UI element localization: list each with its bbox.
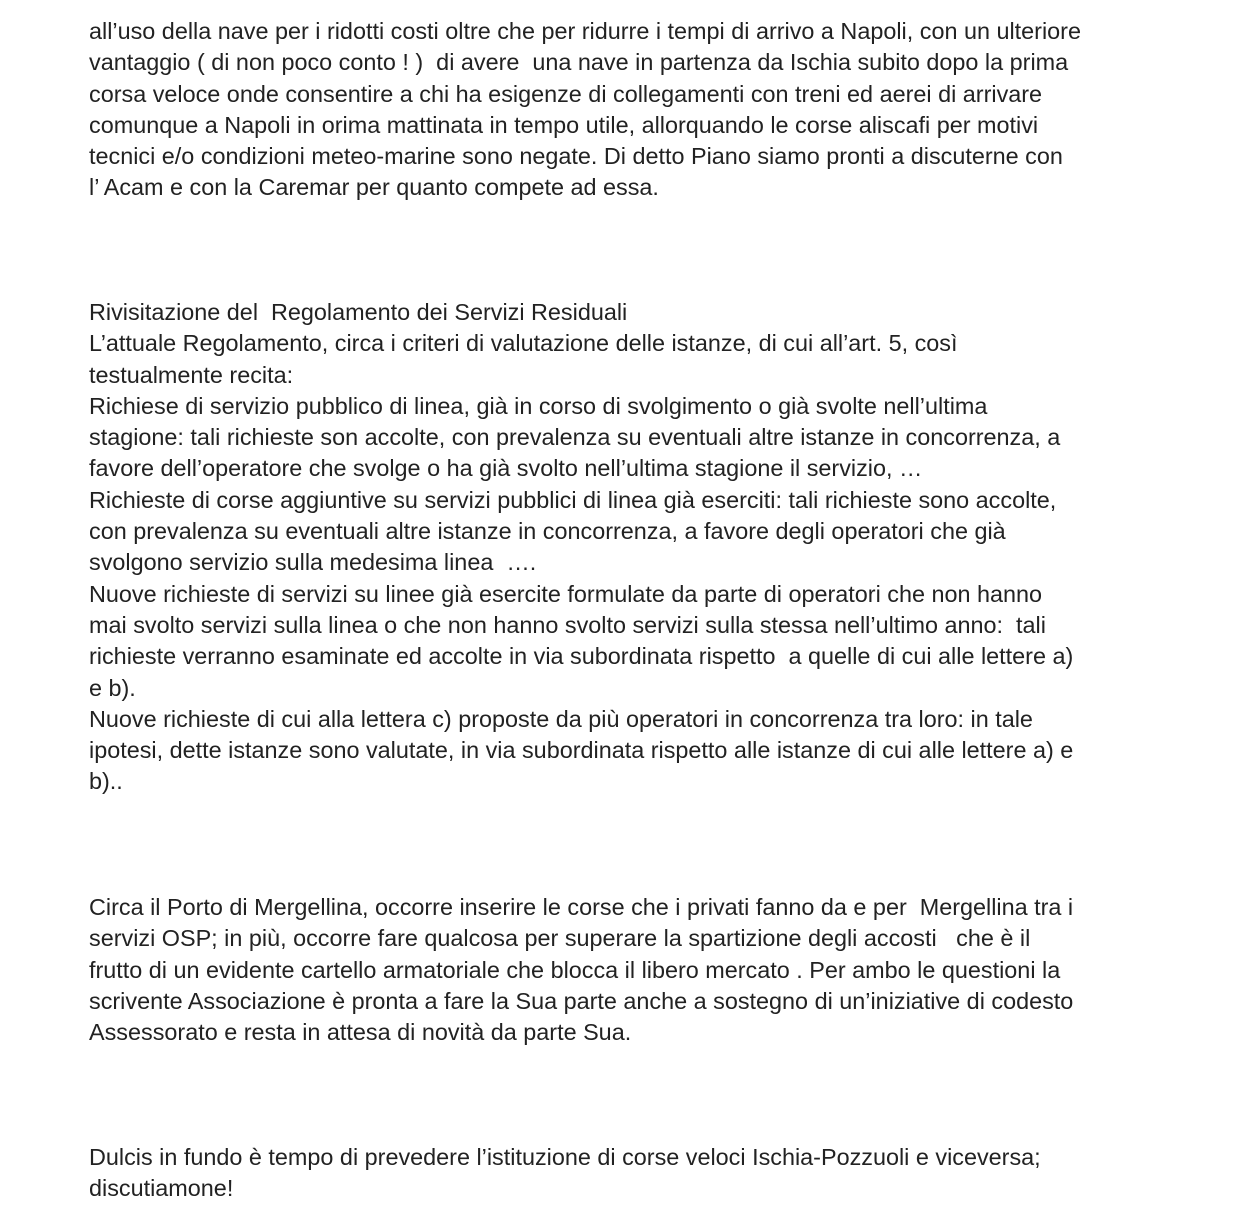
text-line: scrivente Associazione è pronta a fare la Sua parte anche a sostegno di un’iniziative di codesto bbox=[89, 987, 1074, 1014]
text-line: Assessorato e resta in attesa di novità da parte Sua. bbox=[89, 1019, 632, 1046]
text-line: testualmente recita: bbox=[89, 361, 294, 388]
text-line: Circa il Porto di Mergellina, occorre inserire le corse che i privati fanno da e per Mergellina tra i bbox=[89, 894, 1074, 920]
text-line: all’uso della nave per i ridotti costi oltre che per ridurre i tempi di arrivo a Napoli, con un ulteriore bbox=[89, 18, 1081, 44]
paragraph-regolamento bbox=[89, 297, 1169, 798]
text-line: discutiamone! bbox=[89, 1175, 234, 1202]
text-line: tecnici e/o condizioni meteo-marine sono negate. Di detto Piano siamo pronti a discuterne con bbox=[89, 143, 1063, 170]
section-heading: Rivisitazione del Regolamento dei Servizi Residuali bbox=[89, 299, 628, 325]
text-line: svolgono servizio sulla medesima linea …. bbox=[89, 549, 537, 576]
paragraph-mergellina bbox=[89, 892, 1169, 1048]
text-line: vantaggio ( di non poco conto ! ) di avere una nave in partenza da Ischia subito dopo la prima bbox=[89, 49, 1069, 76]
text-line: ipotesi, dette istanze sono valutate, in via subordinata rispetto alle istanze di cui alle lettere a) e bbox=[89, 737, 1074, 764]
text-line: Nuove richieste di servizi su linee già esercite formulate da parte di operatori che non hanno bbox=[89, 580, 1043, 607]
text-line: b).. bbox=[89, 768, 123, 795]
text-line: e b). bbox=[89, 674, 136, 701]
text-line: l’ Acam e con la Caremar per quanto compete ad essa. bbox=[89, 174, 659, 201]
text-line: stagione: tali richieste son accolte, con prevalenza su eventuali altre istanze in concorrenza, a bbox=[89, 424, 1061, 451]
text-line: Nuove richieste di cui alla lettera c) proposte da più operatori in concorrenza tra loro: in tale bbox=[89, 705, 1033, 732]
text-line: favore dell’operatore che svolge o ha già svolto nell’ultima stagione il servizio, … bbox=[89, 455, 923, 482]
text-line: servizi OSP; in più, occorre fare qualcosa per superare la spartizione degli accosti che è il bbox=[89, 925, 1031, 952]
text-line: Richiese di servizio pubblico di linea, già in corso di svolgimento o già svolte nell’ultima bbox=[89, 392, 988, 419]
paragraph-piano-nave bbox=[89, 16, 1169, 204]
text-line: Dulcis in fundo è tempo di prevedere l’istituzione di corse veloci Ischia-Pozzuoli e viceversa; bbox=[89, 1144, 1041, 1170]
text-line: Richieste di corse aggiuntive su servizi pubblici di linea già eserciti: tali richieste sono accolte, bbox=[89, 486, 1057, 513]
text-line: con prevalenza su eventuali altre istanze in concorrenza, a favore degli operatori che già bbox=[89, 518, 1006, 545]
text-line: richieste verranno esaminate ed accolte in via subordinata rispetto a quelle di cui alle lettere a) bbox=[89, 643, 1074, 670]
text-line: L’attuale Regolamento, circa i criteri di valutazione delle istanze, di cui all’art. 5, così bbox=[89, 330, 958, 357]
text-line: corsa veloce onde consentire a chi ha esigenze di collegamenti con treni ed aerei di arrivare bbox=[89, 80, 1043, 107]
paragraph-dulcis-in-fundo bbox=[89, 1142, 1169, 1205]
text-line: frutto di un evidente cartello armatoriale che blocca il libero mercato . Per ambo le questioni la bbox=[89, 956, 1061, 983]
text-line: comunque a Napoli in orima mattinata in tempo utile, allorquando le corse aliscafi per motivi bbox=[89, 111, 1039, 138]
text-line: mai svolto servizi sulla linea o che non hanno svolto servizi sulla stessa nell’ultimo anno: tali bbox=[89, 611, 1046, 638]
